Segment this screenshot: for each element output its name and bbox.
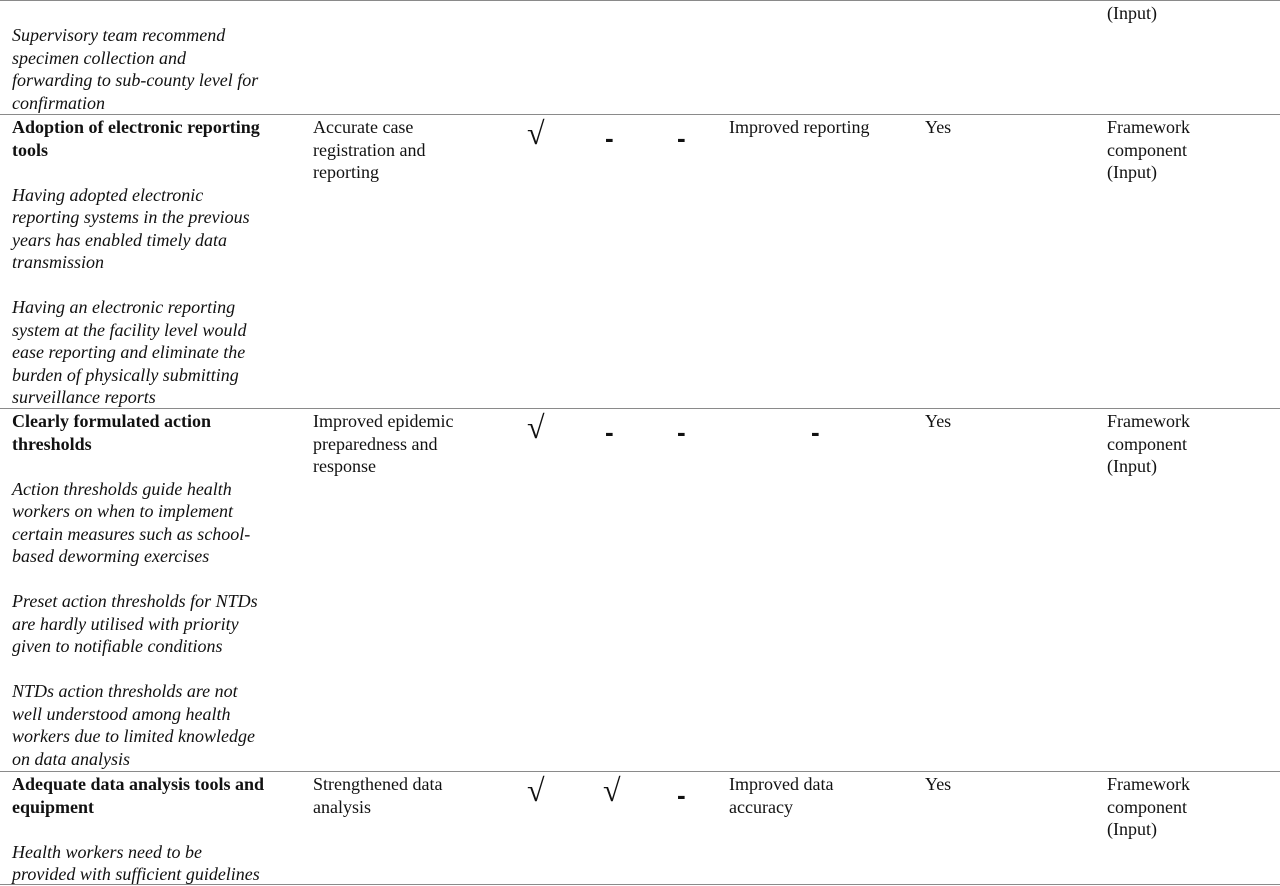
classification-cell (1107, 773, 1277, 841)
finding-text: Having adopted electronic reporting systems in the previous years has enabled timely data transmission (12, 184, 250, 272)
table-row (0, 0, 1280, 114)
classification-cell (1107, 410, 1277, 478)
finding-text: Preset action thresholds for NTDs are hardly utilised with priority given to notifiable conditions (12, 591, 258, 656)
outcome-cell (313, 410, 513, 478)
finding-text: Supervisory team recommend specimen collection and forwarding to sub-county level for confirmation (12, 25, 259, 113)
included-cell (925, 773, 1025, 796)
finding-text: NTDs action thresholds are not well understood among health workers due to limited knowledge on data analysis (12, 681, 255, 769)
finding-text: Action thresholds guide health workers on when to implement certain measures such as school- based deworming exercises (12, 478, 251, 566)
table-row (0, 115, 1280, 408)
effect-text: Improved reporting (729, 117, 870, 137)
classification-text: Framework component (Input) (1107, 411, 1190, 476)
dash-mark: - (677, 780, 686, 810)
dash-mark: - (677, 417, 686, 447)
effect-cell (729, 116, 919, 139)
included-text: Yes (925, 774, 952, 794)
check-mark: √ (527, 409, 545, 445)
dash-mark: - (677, 123, 686, 153)
finding-cell (12, 116, 307, 409)
row-title: Clearly formulated action thresholds (12, 411, 211, 454)
dash-mark: - (811, 417, 820, 447)
classification-text: Framework component (Input) (1107, 774, 1190, 839)
finding-cell (12, 773, 307, 886)
check-mark: √ (527, 115, 545, 151)
check-mark: √ (527, 772, 545, 808)
check-mark: √ (603, 772, 621, 808)
outcome-text: Accurate case registration and reporting (313, 117, 426, 182)
row-title: Adoption of electronic reporting tools (12, 117, 260, 160)
finding-cell (12, 24, 302, 114)
included-cell (925, 410, 1025, 433)
outcome-cell (313, 773, 513, 818)
table-row (0, 772, 1280, 884)
effect-cell (729, 773, 919, 818)
effect-text: Improved data accuracy (729, 774, 834, 817)
finding-text: Having an electronic reporting system at the facility level would ease reporting and eliminate the burden of physically submitting surveillance reports (12, 297, 247, 407)
included-cell (925, 116, 1025, 139)
included-text: Yes (925, 117, 952, 137)
finding-text: Health workers need to be provided with sufficient guidelines (12, 841, 260, 884)
table-row (0, 409, 1280, 771)
classification-cell (1107, 2, 1277, 25)
dash-mark: - (605, 123, 614, 153)
included-text: Yes (925, 411, 952, 431)
finding-cell (12, 410, 307, 770)
classification-text: (Input) (1107, 3, 1157, 23)
row-title: Adequate data analysis tools and equipment (12, 774, 265, 817)
dash-mark: - (605, 417, 614, 447)
outcome-text: Improved epidemic preparedness and response (313, 411, 454, 476)
outcome-text: Strengthened data analysis (313, 774, 443, 817)
outcome-cell (313, 116, 513, 184)
classification-text: Framework component (Input) (1107, 117, 1190, 182)
classification-cell (1107, 116, 1277, 184)
